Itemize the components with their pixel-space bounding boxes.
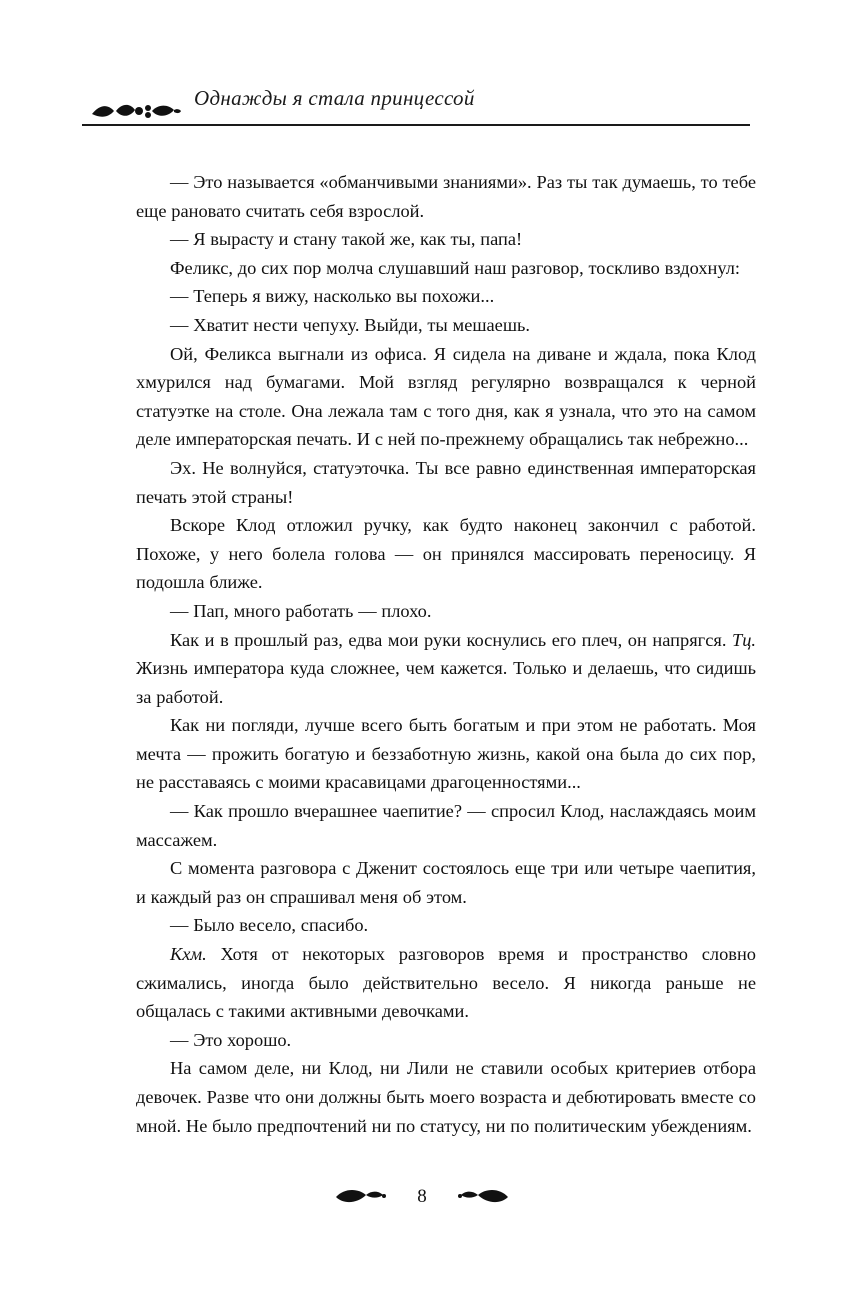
page-footer [0,1186,844,1226]
paragraph: Эх. Не волнуйся, статуэточка. Ты все равно единственная императорская печать этой страны! [136,457,756,507]
paragraph: — Это называется «обманчивыми знаниями». Раз ты так думаешь, то тебе еще рановато считать себя взрослой. [136,172,756,221]
header-divider [82,124,750,126]
paragraph: — Как прошло вчерашнее чаепитие? — спросил Клод, наслаждаясь моим массажем. [136,801,756,850]
paragraph: Кхм. Хотя от некоторых разговоров время и пространство словно сжимались, иногда было действительно весело. Я никогда раньше не общалась с такими активными девочками. [136,944,756,1022]
paragraph: — Я вырасту и стану такой же, как ты, папа! [170,229,523,250]
paragraph: На самом деле, ни Клод, ни Лили не ставили особых критериев отбора девочек. Разве что они должны быть моего возраста и дебютировать вместе со мной. Не было предпочтений ни по статусу, ни по политическим убеждениям. [136,1058,756,1136]
paragraph: Феликс, до сих пор молча слушавший наш разговор, тоскливо вздохнул: [170,257,741,278]
paragraph: — Было весело, спасибо. [170,915,369,936]
running-head [0,78,844,134]
paragraph: Вскоре Клод отложил ручку, как будто наконец закончил с работой. Похоже, у него болела голова — он принялся массировать переносицу. Я подошла ближе. [136,515,756,593]
paragraph: Ой, Феликса выгнали из офиса. Я сидела на диване и ждала, пока Клод хмурился над бумагами. Мой взгляд регулярно возвращался к черной статуэтке на столе. Она лежала там с того дня, как я узнала, что это на самом деле императорская печать. И с ней по-прежнему обращались так небрежно... [136,343,756,450]
paragraph: — Теперь я вижу, насколько вы похожи... [170,286,495,307]
leaf-ornament-right-icon [458,1186,512,1208]
paragraph: С момента разговора с Дженит состоялось еще три или четыре чаепития, и каждый раз он спрашивал меня об этом. [136,858,756,907]
paragraph: — Это хорошо. [170,1029,292,1050]
paragraph: Как и в прошлый раз, едва мои руки коснулись его плеч, он напрягся. Тц. Жизнь императора куда сложнее, чем кажется. Только и делаешь, что сидишь за работой. [136,629,756,707]
page-body [136,168,756,1140]
leaf-ornament-left-icon [332,1186,386,1208]
floral-ornament-icon [90,98,182,124]
paragraph: Как ни погляди, лучше всего быть богатым и при этом не работать. Моя мечта — прожить богатую и беззаботную жизнь, какой она была до сих пор, не расставаясь с моими красавицами драгоценностями... [136,715,756,793]
running-head-title: Однажды я стала принцессой [194,86,475,110]
page-number: 8 [417,1186,427,1207]
paragraph: — Хватит нести чепуху. Выйди, ты мешаешь. [170,314,530,335]
paragraph: — Пап, много работать — плохо. [170,600,432,621]
